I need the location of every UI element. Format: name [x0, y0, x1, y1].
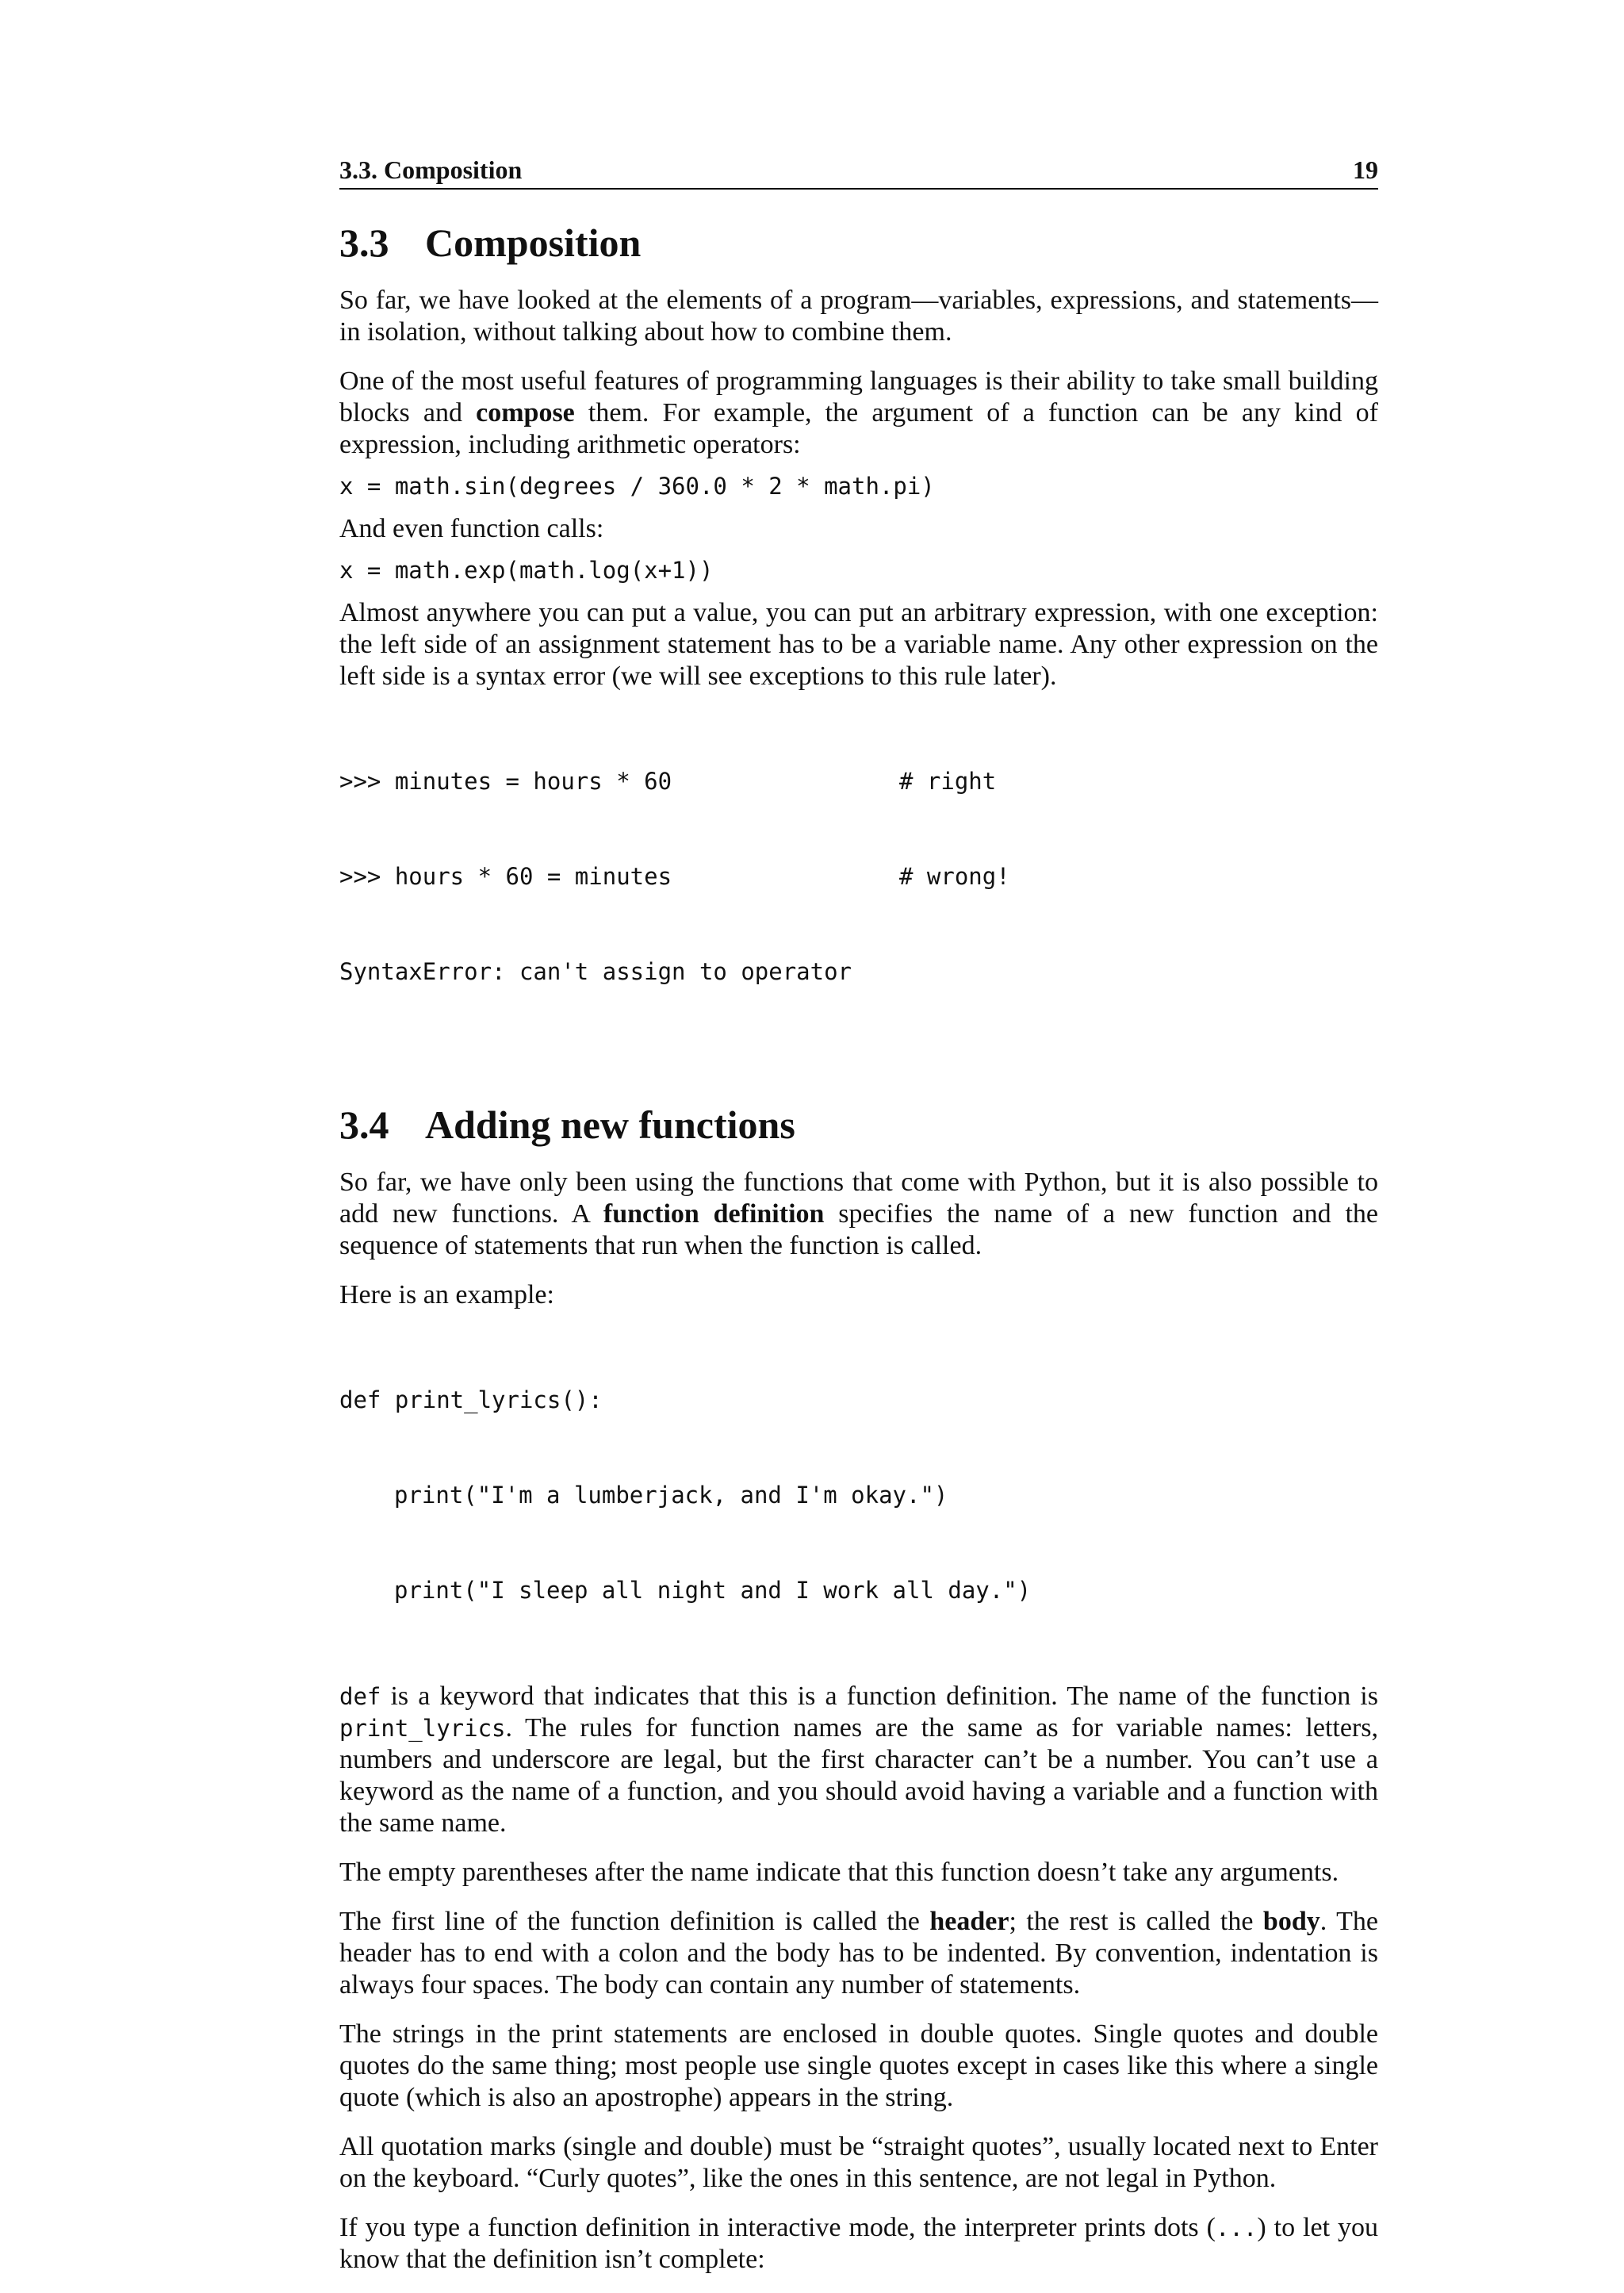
- section-heading-adding-new-functions: [339, 1102, 1378, 1148]
- inline-code: ...: [1215, 2214, 1258, 2241]
- text-run: So far, we have only been using the functions that come with Python, but it is also possible to add new functions. A: [339, 1168, 1378, 1229]
- section-number: 3.3: [339, 220, 389, 265]
- running-head: [339, 155, 1378, 190]
- paragraph: [339, 1167, 1378, 1262]
- code-line: [339, 956, 1378, 987]
- text-run: them. For example, the argument of a function can be any kind of expression, including arithmetic operators:: [339, 398, 1378, 459]
- code-line: x = math.sin(degrees / 360.0 * 2 * math.pi): [339, 473, 935, 500]
- code-line: x = math.exp(math.log(x+1)): [339, 557, 714, 584]
- text-run: is a keyword that indicates that this is a function definition. The name of the function is: [381, 1681, 1378, 1711]
- text-run: ) to let you know that the definition isn’t complete:: [339, 2213, 1378, 2274]
- bold-term: header: [929, 1907, 1009, 1936]
- text-run: The first line of the function definition is called the: [339, 1907, 930, 1936]
- code-command: >>> hours * 60 = minutes: [339, 863, 672, 890]
- paragraph: And even function calls:: [339, 514, 604, 543]
- text-run: . The rules for function names are the same as for variable names: letters, numbers and underscore are legal, but the first character can’t be a number. You can’t use a keyword as the name of a function, and you should avoid having a variable and a function with the same name.: [339, 1713, 1378, 1838]
- paragraph: [339, 1681, 1378, 1839]
- text-run: If you type a function definition in interactive mode, the interpreter prints dots (: [339, 2213, 1216, 2242]
- paragraph: Almost anywhere you can put a value, you can put an arbitrary expression, with one exception: the left side of an assignment statement has to be a variable name. Any other expression on the left side is a syntax error (we will see exceptions to this rule later).: [339, 598, 1378, 691]
- code-block: [339, 702, 1378, 1051]
- code-line: [339, 861, 1378, 892]
- text-run: specifies the name of a new function and the sequence of statements that run when the function is called.: [339, 1199, 1378, 1260]
- inline-code: print_lyrics: [339, 1715, 506, 1742]
- paragraph: [339, 366, 1378, 461]
- paragraph: The empty parentheses after the name indicate that this function doesn’t take any arguments.: [339, 1858, 1339, 1887]
- paragraph: [339, 1906, 1378, 2001]
- section-title: Adding new functions: [425, 1102, 795, 1147]
- code-command: >>> minutes = hours * 60: [339, 768, 672, 795]
- paragraph: Here is an example:: [339, 1280, 554, 1309]
- text-run: One of the most useful features of programming languages is their ability to take small building blocks and: [339, 366, 1378, 428]
- code-command: SyntaxError: can't assign to operator: [339, 958, 852, 985]
- code-block: [339, 470, 1378, 502]
- bold-term: function definition: [603, 1199, 825, 1229]
- section-number: 3.4: [339, 1102, 389, 1147]
- bold-term: body: [1262, 1907, 1320, 1936]
- page-number: 19: [1353, 155, 1378, 184]
- code-block: [339, 1321, 1378, 1670]
- code-comment: # right: [899, 768, 997, 795]
- paragraph: The strings in the print statements are enclosed in double quotes. Single quotes and double quotes do the same thing; most people use single quotes except in cases like this where a single quote (which is also an apostrophe) appears in the string.: [339, 2019, 1378, 2112]
- section-heading-composition: [339, 220, 1378, 266]
- bold-term: compose: [476, 398, 575, 428]
- section-title: Composition: [425, 220, 642, 265]
- code-line: print("I'm a lumberjack, and I'm okay."): [394, 1482, 948, 1509]
- code-line: print("I sleep all night and I work all day."): [394, 1577, 1032, 1604]
- running-head-section: 3.3. Composition: [339, 155, 523, 184]
- book-page: [339, 155, 1378, 2293]
- code-block: [339, 554, 1378, 586]
- code-line: [339, 765, 1378, 797]
- code-line: def print_lyrics():: [339, 1386, 603, 1413]
- inline-code: def: [339, 1683, 381, 1710]
- paragraph: [339, 2212, 1378, 2276]
- paragraph: So far, we have looked at the elements of a program—variables, expressions, and statements—in isolation, without talking about how to combine them.: [339, 286, 1378, 347]
- text-run: . The header has to end with a colon and the body has to be indented. By convention, indentation is always four spaces. The body can contain any number of statements.: [339, 1907, 1378, 2000]
- text-run: ; the rest is called the: [1009, 1907, 1263, 1936]
- code-comment: # wrong!: [899, 863, 1010, 890]
- paragraph: All quotation marks (single and double) must be “straight quotes”, usually located next to Enter on the keyboard. “Curly quotes”, like the ones in this sentence, are not legal in Python.: [339, 2132, 1378, 2193]
